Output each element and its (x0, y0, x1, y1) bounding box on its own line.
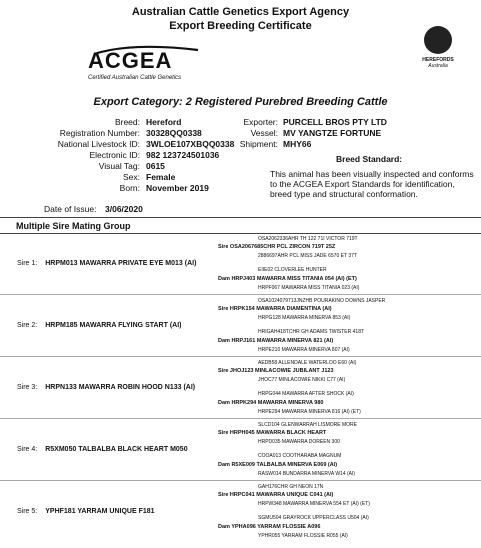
pedigree-grandparent: HRPE294 MAWARRA MINERVA 816 (AI) (ET) (258, 409, 361, 415)
seal-text (405, 57, 471, 69)
vessel-label: Vessel: (250, 128, 278, 138)
sire-label: Sire 3: (17, 384, 38, 391)
pedigree-grandparent: HRPE210 MAWARRA MINERVA 807 (AI) (258, 347, 350, 353)
seal-text-line1: HEREFORDS (422, 57, 454, 63)
sire-label: Sire 1: (17, 260, 38, 267)
acgea-logo (88, 42, 220, 84)
export-category: Export Category: 2 Registered Purebred Breeding Cattle (93, 96, 388, 108)
divider (0, 233, 481, 234)
pedigree-grandparent: SGMU504 GRAYROCK UPPERCLASS U504 (AI) (258, 515, 369, 521)
sire-name: R5XM050 TALBALBA BLACK HEART M050 (45, 446, 188, 453)
sire-name: HRPM013 MAWARRA PRIVATE EYE M013 (AI) (45, 260, 197, 267)
pedigree-parent: Sire OSA2067685CHR PCL ZIRCON 719T 25Z (218, 244, 336, 250)
shipment-value: MHY66 (283, 139, 312, 149)
pedigree-parent: Sire HRPC041 MAWARRA UNIQUE C041 (AI) (218, 492, 334, 498)
pedigree-grandparent: HRPD035 MAWARRA DOREEN 300 (258, 439, 340, 445)
born-label: Born: (119, 183, 140, 193)
nlis-value: 3WLOE107XBQQ0338 (146, 139, 235, 149)
born-value: November 2019 (146, 183, 209, 193)
pedigree-grandparent: OSA2062336AHR TH 122 71I VICTOR 719T (258, 236, 358, 242)
logo-subtitle: Certified Australian Cattle Genetics (88, 75, 182, 81)
nlis-label: National Livestock ID: (57, 139, 140, 149)
eid-label: Electronic ID: (89, 150, 140, 160)
visual-tag-label: Visual Tag: (98, 161, 140, 171)
sire-row (17, 260, 196, 267)
sire-row (17, 508, 155, 515)
sire-label: Sire 4: (17, 446, 38, 453)
pedigree-grandparent: JHOC77 MINLACOWIE NIKKI C77 (AI) (258, 377, 346, 383)
sire-row (17, 322, 181, 329)
pedigree-grandparent: YPHR055 YARRAM FLOSSIE R055 (AI) (258, 533, 348, 539)
pedigree-grandparent: HRPF067 MAWARRA MISS TITANIA 023 (AI) (258, 285, 360, 291)
seal-text-line2: Australia (428, 63, 448, 69)
sire-label: Sire 5: (17, 508, 38, 515)
pedigree-parent: Dam HRPJ161 MAWARRA MINERVA 821 (AI) (218, 338, 334, 344)
pedigree-grandparent: OSA1024079713JNZHB POURAKINO DOWNS JASPER (258, 298, 386, 304)
logo-text: ACGEA (88, 48, 173, 73)
exporter-value: PURCELL BROS PTY LTD (283, 117, 387, 127)
issue-date-value: 3/06/2020 (105, 204, 143, 214)
registration-value: 30328QQ0338 (146, 128, 202, 138)
breed-standard-label: Breed Standard: (336, 154, 403, 164)
pedigree-grandparent: HRPG044 MAWARRA AFTER SHOCK (AI) (258, 391, 354, 397)
pedigree-grandparent: SLCD104 GLENWARRAH LISMORE MORE (258, 422, 358, 428)
sire-name: HRPM185 MAWARRA FLYING START (AI) (45, 322, 182, 329)
sire-name: YPHF181 YARRAM UNIQUE F181 (45, 508, 155, 515)
divider (0, 418, 481, 419)
visual-tag-value: 0615 (146, 161, 165, 171)
shipment-label: Shipment: (239, 139, 278, 149)
pedigree-parent: Dam R5XE009 TALBALBA MINERVA E069 (AI) (218, 462, 338, 468)
sire-row (17, 384, 195, 391)
vessel-value: MV YANGTZE FORTUNE (283, 128, 382, 138)
pedigree-grandparent: EIIE02 CLOVERLEE HUNTER (258, 267, 327, 273)
issue-date-label: Date of Issue: (44, 204, 97, 214)
breed-label: Breed: (114, 117, 140, 127)
divider (0, 294, 481, 295)
pedigree-grandparent: HRPW348 MAWARRA MINERVA 554 ET (AI) (ET) (258, 501, 370, 507)
agency-title: Australian Cattle Genetics Export Agency (131, 6, 350, 18)
conformance-statement: This animal has been visually inspected and conforms to the ACGEA Export Standards for identification, breed type and structural conformation. (270, 169, 474, 199)
pedigree-parent: Dam HRPK294 MAWARRA MINERVA 980 (218, 400, 324, 406)
pedigree-grandparent: RASW014 BUNDARRA MINERVA W14 (AI) (258, 471, 356, 477)
herefords-seal-icon (424, 26, 452, 54)
divider (0, 217, 481, 218)
eid-value: 982 123724501036 (146, 150, 220, 160)
divider (0, 480, 481, 481)
pedigree-parent: Dam HRPJ403 MAWARRA MISS TITANIA 054 (AI) (ET) (218, 276, 357, 282)
sire-row (17, 446, 188, 453)
sex-value: Female (146, 172, 176, 182)
pedigree-parent: Dam YPHA096 YARRAM FLOSSIE A096 (218, 524, 321, 530)
pedigree-parent: Sire JHOJ123 MINLACOWIE JUBILANT J123 (218, 368, 334, 374)
registration-label: Registration Number: (59, 128, 140, 138)
pedigree-grandparent: COOA013 COOTHARABA MAGNUM (258, 453, 342, 459)
exporter-label: Exporter: (243, 117, 278, 127)
certificate-title: Export Breeding Certificate (169, 20, 312, 32)
breed-value: Hereford (146, 117, 182, 127)
sire-label: Sire 2: (17, 322, 38, 329)
pedigree-grandparent: HRIGAH418TCHR GH ADAMS TWISTER 418T (258, 329, 365, 335)
pedigree-grandparent: GAH176CHR GH NEON 17N (258, 484, 324, 490)
sire-name: HRPN133 MAWARRA ROBIN HOOD N133 (AI) (45, 384, 196, 391)
sex-label: Sex: (122, 172, 140, 182)
pedigree-parent: Sire HRPH045 MAWARRA BLACK HEART (218, 430, 327, 436)
pedigree-grandparent: HRPG128 MAWARRA MINERVA 853 (AI) (258, 315, 351, 321)
pedigree-grandparent: AEDB58 ALLENDALE WATERLOO E60 (AI) (258, 360, 357, 366)
pedigree-grandparent: 2886697AHR PCL MISS JADE 6570 ET 37T (258, 253, 357, 259)
pedigree-parent: Sire HRPK154 MAWARRA DIAMENTINA (AI) (218, 306, 332, 312)
divider (0, 356, 481, 357)
group-title: Multiple Sire Mating Group (16, 221, 131, 231)
